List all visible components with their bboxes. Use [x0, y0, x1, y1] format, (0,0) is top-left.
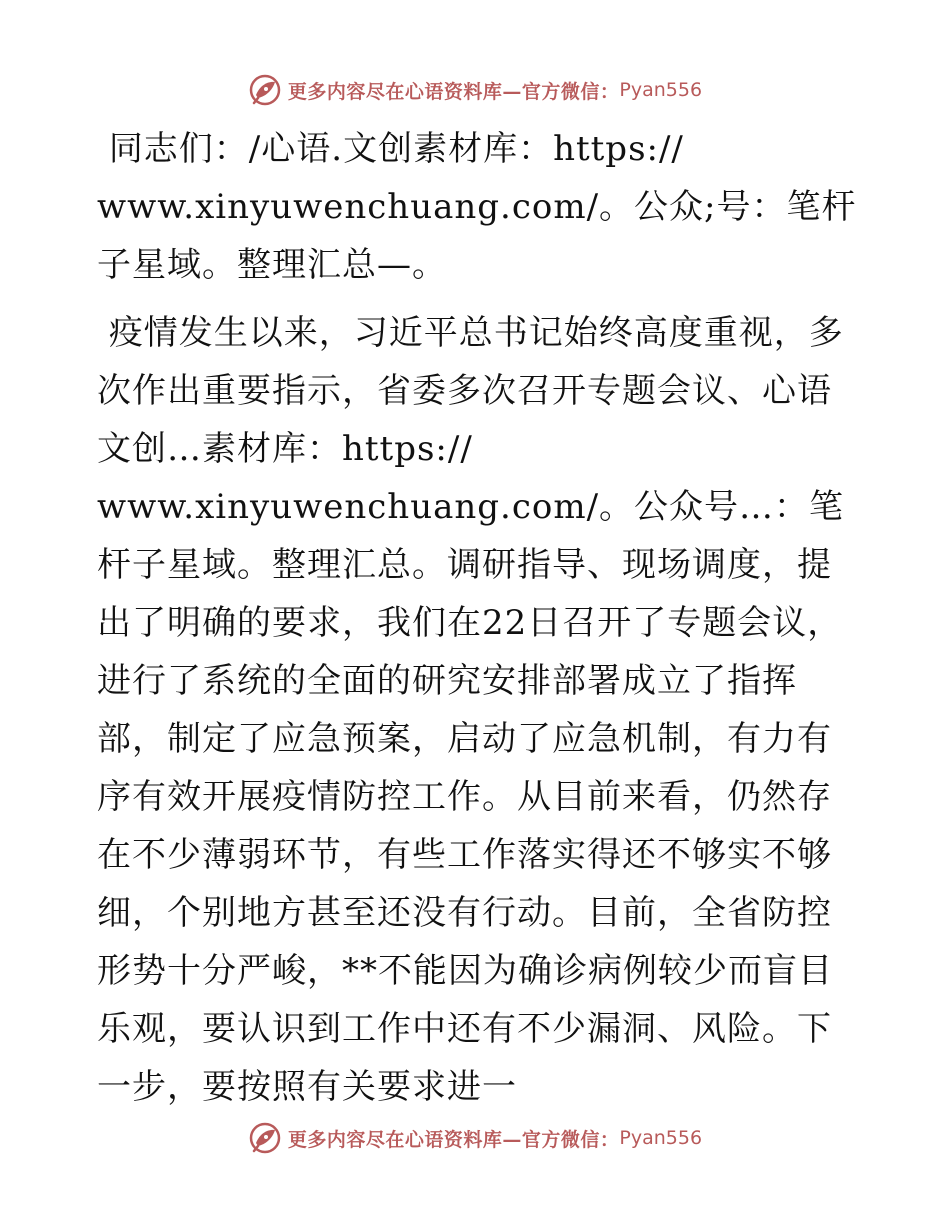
- header-banner: [0, 70, 950, 110]
- pen-nib-logo-icon: [248, 1121, 282, 1155]
- footer-banner: [0, 1118, 950, 1158]
- pen-nib-logo-icon: [248, 73, 282, 107]
- paragraph-2: 疫情发生以来，习近平总书记始终高度重视，多次作出重要指示，省委多次召开专题会议、心语文创…素材库：https:// www.xinyuwenchuang.com/。公众号…：笔杆子星域。整理汇总。调研指导、现场调度，提出了明确的要求，我们在22日召开了专题会议，进行了系统的全面的研究安排部署成立了指挥部，制定了应急预案，启动了应急机制，有力有序有效开展疫情防控工作。从目前来看，仍然存在不少薄弱环节，有些工作落实得还不够实不够细，个别地方甚至还没有行动。目前，全省防控形势十分严峻，**不能因为确诊病例较少而盲目乐观，要认识到工作中还有不少漏洞、风险。下一步，要按照有关要求进一: [97, 313, 845, 1107]
- banner-promo-text: 更多内容尽在心语资料库—官方微信：: [287, 80, 620, 103]
- banner-contact-id: Pyan556: [619, 1127, 703, 1149]
- banner-contact-id: Pyan556: [619, 79, 703, 101]
- document-body: [97, 120, 857, 1116]
- paragraph-1: 同志们：/心语.文创素材库：https:// www.xinyuwenchuang.com/。公众;号：笔杆子星域。整理汇总—。: [97, 129, 857, 285]
- banner-promo-text: 更多内容尽在心语资料库—官方微信：: [287, 1128, 620, 1151]
